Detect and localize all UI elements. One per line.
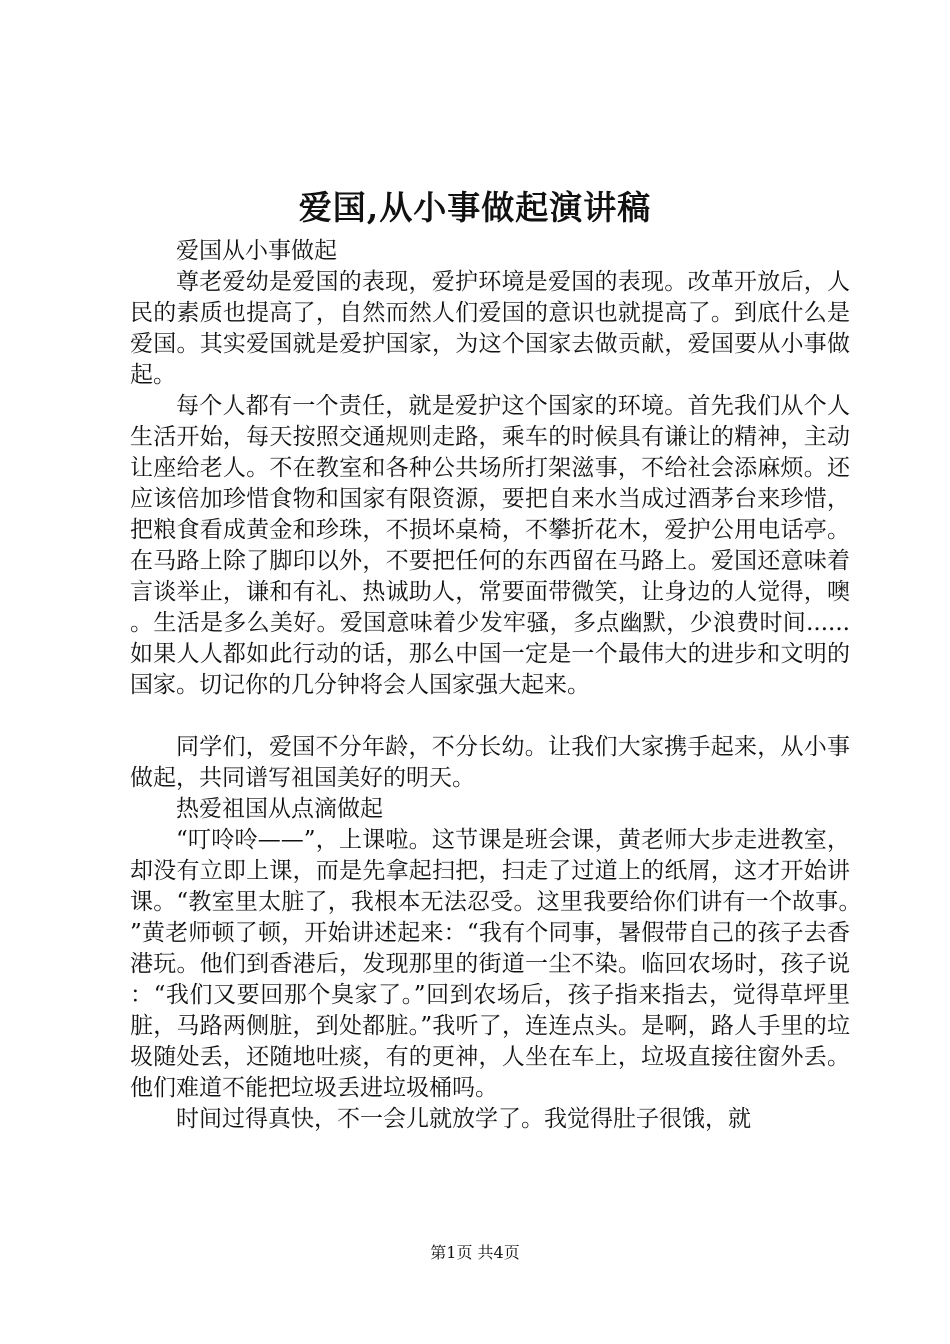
page-footer: 第1页 共4页 [430, 1243, 520, 1262]
section-heading-1: 爱国从小事做起 [176, 238, 337, 264]
body-paragraph: 同学们，爱国不分年龄，不分长幼。让我们大家携手起来，从小事做起，共同谱写祖国美好的明天。 [130, 734, 850, 791]
body-paragraph: 尊老爱幼是爱国的表现，爱护环境是爱国的表现。改革开放后，人民的素质也提高了，自然而然人们爱国的意识也就提高了。到底什么是爱国。其实爱国就是爱护国家，为这个国家去做贡献，爱国要从小事做起。 [130, 269, 850, 388]
body-paragraph: “叮呤呤——”，上课啦。这节课是班会课，黄老师大步走进教室，却没有立即上课，而是先拿起扫把，扫走了过道上的纸屑，这才开始讲课。“教室里太脏了，我根本无法忍受。这里我要给你们讲有一个故事。”黄老师顿了顿，开始讲述起来：“我有个同事，暑假带自己的孩子去香港玩。他们到香港后，发现那里的街道一尘不染。临回农场时，孩子说：“我们又要回那个臭家了。”回到农场后，孩子指来指去，觉得草坪里脏，马路两侧脏，到处都脏。”我听了，连连点头。是啊，路人手里的垃圾随处丢，还随地吐痰，有的更神，人坐在车上，垃圾直接往窗外丢。他们难道不能把垃圾丢进垃圾桶吗。 [130, 827, 850, 1101]
document-title: 爱国,从小事做起演讲稿 [298, 188, 652, 227]
document-body [130, 236, 850, 1135]
body-paragraph: 每个人都有一个责任，就是爱护这个国家的环境。首先我们从个人生活开始，每天按照交通规则走路，乘车的时候具有谦让的精神，主动让座给老人。不在教室和各种公共场所打架滋事，不给社会添麻烦。还应该倍加珍惜食物和国家有限资源，要把自来水当成过酒茅台来珍惜，把粮食看成黄金和珍珠，不损坏桌椅，不攀折花木，爱护公用电话亭。在马路上除了脚印以外，不要把任何的东西留在马路上。爱国还意味着言谈举止，谦和有礼、热诚助人，常要面带微笑，让身边的人觉得，噢。生活是多么美好。爱国意味着少发牢骚，多点幽默，少浪费时间......如果人人都如此行动的话，那么中国一定是一个最伟大的进步和文明的国家。切记你的几分钟将会人国家强大起来。 [130, 393, 850, 698]
section-heading-2: 热爱祖国从点滴做起 [176, 796, 383, 822]
body-paragraph: 时间过得真快，不一会儿就放学了。我觉得肚子很饿，就 [176, 1106, 751, 1132]
